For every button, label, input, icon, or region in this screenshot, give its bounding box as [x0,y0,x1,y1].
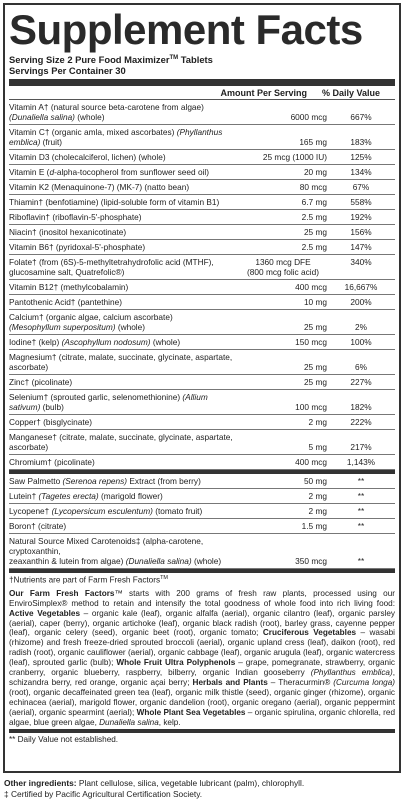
serving-size-text: Serving Size 2 Pure Food Maximizer [9,54,170,66]
row-amount [239,377,327,387]
row-dv: 2% [355,322,367,333]
row-name [9,257,239,277]
table-row [9,150,395,165]
row-name-text: Vitamin D3 (cholecalciferol, lichen) (whole) [9,152,166,163]
row-amount [239,197,327,207]
blend-text: – organic kale (leaf), organic alfalfa (aerial), organic cilantro (leaf), organic parsley (aerial), caper (berry), organic artichoke (leaf), organic black radish (root), barley grass, cayenne pepper (leaf), organic celery (seed), organic beet (root), organic tomato; [9,608,396,638]
row-name-text: Selenium† (sprouted garlic, selenomethionine) [9,392,183,403]
facts-panel [3,3,401,773]
row-name-line2-rest: (whole) [74,112,105,123]
row-name [9,337,239,347]
row-name [9,212,239,222]
table-row [9,195,395,210]
row-name-text: Folate† (from (6S)-5-methyltetrahydrofolic acid (MTHF), [9,257,214,268]
row-amount-text: 2 mg [308,491,327,502]
row-amount [239,417,327,427]
row-amount [239,476,327,486]
row-name-text: Copper† (bisglycinate) [9,417,93,428]
row-name-text: Vitamin B6† (pyridoxal-5'-phosphate) [9,242,146,253]
row-dv: 222% [350,417,372,428]
row-name [9,521,239,531]
table-row [9,504,395,519]
table-row [9,390,395,415]
row-name-latin: (Phyllanthus emblica) [9,127,223,148]
row-dv: 125% [350,152,372,163]
row-name-text: Magnesium† (citrate, malate, succinate, glycinate, aspartate, ascorbate) [9,352,233,373]
row-amount [239,322,327,332]
row-name-latin: (Serenoa repens) [62,476,128,487]
row-amount-text: 1.5 mg [301,521,327,532]
blend-description [9,589,395,733]
row-amount [239,167,327,177]
row-name [9,227,239,237]
row-name-line2: glucosamine salt, Quatrefolic®) [9,267,125,278]
table-row [9,165,395,180]
blend-text: , kelp. [158,717,181,727]
row-dv: 156% [350,227,372,238]
table-row [9,455,395,470]
row-name [9,297,239,307]
other-ingredients [4,778,404,789]
row-dv: 667% [350,112,372,123]
row-name [9,491,239,501]
blend-text: – wasabi (rhizome) and fresh freeze-dried sprouted broccoli (aerial), organic upland cress (leaf), daikon (root), red radish (root), organic cauliflower (aerial), organic cabbage (leaf), organic arugula (leaf), organic watercress (leaf), sprouted garlic (bulb); [9,628,396,668]
row-amount-text: 10 mg [303,297,327,308]
serving-size-tm: TM [169,55,179,61]
blend-text: – Theracurmin® [267,678,334,688]
row-amount-text: 350 mcg [295,556,327,567]
row-name-line2-rest: (whole) [115,322,146,333]
row-amount-text: 80 mcg [299,182,327,193]
table-row [9,125,395,150]
row-dv: ** [357,556,365,567]
row-dv: ** [357,491,365,502]
table-header [9,86,395,100]
dv-header: % Daily Value [321,87,381,98]
row-amount [239,457,327,467]
row-name [9,457,239,467]
table-row [9,519,395,534]
row-name-rest: Extract (from berry) [127,476,201,487]
row-name [9,102,239,122]
table-row [9,100,395,125]
row-dv: 558% [350,197,372,208]
row-name [9,197,239,207]
table-row [9,225,395,240]
row-name-rest: (fruit) [40,137,63,148]
row-name [9,392,239,412]
row-amount [239,227,327,237]
row-dv: 192% [350,212,372,223]
row-name-text: Manganese† (citrate, malate, succinate, glycinate, aspartate, ascorbate) [9,432,233,453]
row-amount [239,556,327,566]
row-dv: ** [357,476,365,487]
row-name-text: Riboflavin† (riboflavin-5'-phosphate) [9,212,142,223]
row-dv: 147% [350,242,372,253]
row-dv: ** [357,506,365,517]
row-name-text: Chromium† (picolinate) [9,457,95,468]
row-amount-text: 25 mg [303,322,327,333]
row-amount-text: 1360 mcg DFE [255,257,311,268]
row-dv: 67% [352,182,370,193]
table-row [9,255,395,280]
row-name [9,352,239,372]
row-dv: 16,667% [344,282,378,293]
row-name-text: Calcium† (organic algae, calcium ascorbate) [9,312,173,323]
row-amount-text: 2 mg [308,417,327,428]
row-amount-text: 25 mcg (1000 IU) [262,152,327,163]
row-name [9,536,239,566]
row-amount-text: 50 mg [303,476,327,487]
table-row [9,350,395,375]
row-dv: 182% [350,402,372,413]
row-dv: 200% [350,297,372,308]
row-amount-text: 2.5 mg [301,212,327,223]
farm-note-text: †Nutrients are part of Farm Fresh Factors [9,575,161,585]
nutrient-list [9,100,395,470]
row-name [9,506,239,516]
other-ingredients-label: Other ingredients: [4,778,77,788]
row-name-text: Vitamin B12† (methylcobalamin) [9,282,129,293]
row-name [9,242,239,252]
blend-heading: Our Farm Fresh Factors [9,588,115,598]
table-row [9,335,395,350]
row-name-text: Thiamin† (benfotiamine) (lipid-soluble form of vitamin B1) [9,197,220,208]
row-name-line2: (Dunaliella salina) [9,112,75,123]
row-name-text: Vitamin E ( [9,167,50,178]
table-row [9,375,395,390]
row-dv: 227% [350,377,372,388]
blend-heading: Active Vegetables [9,608,81,618]
row-amount-text: 25 mg [303,227,327,238]
table-row [9,430,395,455]
row-name-text: Vitamin C† (organic amla, mixed ascorbates) [9,127,177,138]
row-amount [239,212,327,222]
thick-divider [9,79,395,86]
row-amount-text: 150 mcg [295,337,327,348]
row-amount [239,137,327,147]
row-name-text: Pantothenic Acid† (pantethine) [9,297,123,308]
row-amount-text: 6000 mcg [290,112,327,123]
row-amount-text: 25 mg [303,377,327,388]
row-name [9,312,239,332]
blend-heading: Whole Plant Sea Vegetables [136,707,246,717]
serving-size [9,53,395,65]
table-row [9,280,395,295]
row-name-line2: zeaxanthin & lutein from algae) [9,556,126,567]
row-amount [239,491,327,501]
farm-note [9,573,395,586]
row-name [9,282,239,292]
row-dv: 100% [350,337,372,348]
row-amount [239,257,327,277]
row-name-rest: (whole) [150,337,181,348]
row-amount-text: 400 mcg [295,457,327,468]
table-row [9,240,395,255]
blend-heading: Cruciferous Vegetables [262,628,357,638]
dv-note: ** Daily Value not established. [9,734,119,744]
row-dv: 134% [350,167,372,178]
table-row [9,295,395,310]
table-row [9,534,395,569]
row-amount-text: 400 mcg [295,282,327,293]
row-amount-line2: (800 mcg folic acid) [247,267,319,278]
row-name-latin: d [49,167,55,178]
table-row [9,210,395,225]
row-amount-text: 6.7 mg [301,197,327,208]
blend-heading: Herbals and Plants [192,678,268,688]
row-name-latin: (Lycopersicum esculentum) [51,506,153,517]
panel-title: Supplement Facts [9,6,363,53]
row-dv: 1,143% [346,457,376,468]
row-name-text: Zinc† (picolinate) [9,377,73,388]
row-amount [239,506,327,516]
footer [4,778,404,799]
row-name-text: Boron† (citrate) [9,521,67,532]
row-name-text: Natural Source Mixed Carotenoids‡ (alpha-carotene, cryptoxanthin, [9,536,204,557]
row-name-text: Lycopene† [9,506,52,517]
row-amount-text: 5 mg [308,442,327,453]
row-dv: 6% [355,362,367,373]
servings-per-container: Servings Per Container 30 [9,65,126,77]
row-name-text: Lutein† [9,491,39,502]
row-name-rest: (marigold flower) [98,491,163,502]
row-name [9,127,239,147]
row-amount [239,112,327,122]
row-name-text: Vitamin A† (natural source beta-carotene from algae) [9,102,204,113]
row-name-line2-rest: (whole) [191,556,222,567]
row-name-text: Saw Palmetto [9,476,63,487]
row-dv: ** [357,521,365,532]
row-name-line2-latin: (Dunaliella salina) [125,556,192,567]
row-name [9,377,239,387]
row-name-rest: (bulb) [40,402,64,413]
table-row [9,180,395,195]
row-amount-text: 100 mcg [295,402,327,413]
row-amount-text: 2 mg [308,506,327,517]
row-name [9,476,239,486]
row-amount [239,152,327,162]
blend-text: – organic spirulina, organic chlorella, red algae, blue green algae, [9,707,396,727]
row-name-latin: (Ascophyllum nodosum) [61,337,151,348]
row-amount [239,337,327,347]
table-row [9,310,395,335]
table-row [9,489,395,504]
row-amount [239,442,327,452]
row-amount [239,182,327,192]
row-name [9,167,239,177]
row-name-line2: (Mesophyllum superpositum) [9,322,116,333]
blend-text: , schizandra berry, red orange, organic açai berry; [9,668,395,688]
row-amount [239,521,327,531]
row-amount [239,297,327,307]
row-amount [239,242,327,252]
row-amount-text: 25 mg [303,362,327,373]
row-dv: 340% [350,257,372,268]
row-amount-text: 165 mg [299,137,327,148]
certification-note: ‡ Certified by Pacific Agricultural Certification Society. [4,788,203,799]
row-name-rest: (tomato fruit) [152,506,203,517]
table-row [9,415,395,430]
row-name [9,432,239,452]
row-name [9,417,239,427]
row-name-latin: (Tagetes erecta) [38,491,99,502]
blend-latin: Dunaliella salina [99,717,159,727]
row-name [9,182,239,192]
blend-latin: (Phyllanthus emblica) [310,668,393,678]
row-name-rest: -alpha-tocopherol from sunflower seed oil) [54,167,210,178]
farm-note-tm: TM [160,575,169,582]
row-amount-text: 2.5 mg [301,242,327,253]
amount-header: Amount Per Serving [220,87,307,98]
table-row [9,474,395,489]
row-amount [239,362,327,372]
blend-text: ™ starts with 200 grams of fresh raw plants, processed using our EnviroSimplex® method to retain and intensify the total goodness of whole food into rich living food: [9,588,395,608]
row-name [9,152,239,162]
blend-text: – grape, pomegranate, strawberry, organic cranberry, organic blueberry, raspberry, bilberry, organic Indian gooseberry [9,658,396,678]
row-amount [239,402,327,412]
row-dv: 217% [350,442,372,453]
blend-latin: (Curcuma longa) [333,678,396,688]
blend-heading: Whole Fruit Ultra Polyphenols [116,658,236,668]
other-ingredients-text: Plant cellulose, silica, vegetable lubricant (palm), chlorophyll. [76,778,305,788]
blend-text: (root), organic decaffeinated green tea (leaf), organic milk thistle (seed), organic ginger (rhizome), organic echinacea (aerial), marigold flower, organic dandelion (root), organic oregano (aerial), organic peppermint (aerial), organic spearmint (aerial); [9,687,395,717]
row-name-text: Vitamin K2 (Menaquinone-7) (MK-7) (natto bean) [9,182,190,193]
row-name-text: Iodine† (kelp) [9,337,62,348]
row-name-text: Niacin† (inositol hexanicotinate) [9,227,127,238]
serving-size-unit: Tablets [180,54,213,66]
row-dv: 183% [350,137,372,148]
row-amount [239,282,327,292]
row-name-latin: (Allium sativum) [9,392,208,413]
row-amount-text: 20 mg [303,167,327,178]
other-list [9,474,395,569]
